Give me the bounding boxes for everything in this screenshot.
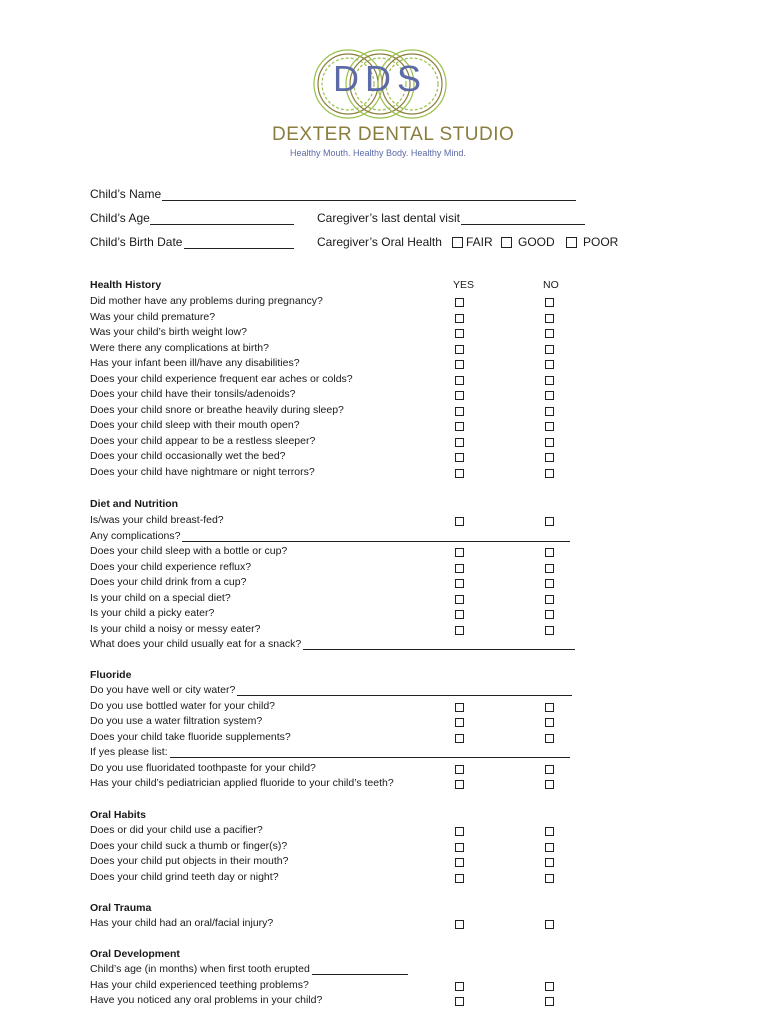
tagline: Healthy Mouth. Healthy Body. Healthy Mind. bbox=[290, 148, 466, 158]
birth-date-label: Child’s Birth Date bbox=[90, 235, 183, 249]
yes-checkbox[interactable] bbox=[455, 858, 464, 867]
no-checkbox[interactable] bbox=[545, 920, 554, 929]
yes-checkbox[interactable] bbox=[455, 843, 464, 852]
question-text: Does your child suck a thumb or finger(s)? bbox=[90, 839, 288, 852]
yes-checkbox[interactable] bbox=[455, 422, 464, 431]
question-text: Do you use fluoridated toothpaste for your child? bbox=[90, 761, 316, 774]
answer-line[interactable] bbox=[170, 757, 570, 758]
no-checkbox[interactable] bbox=[545, 422, 554, 431]
no-checkbox[interactable] bbox=[545, 517, 554, 526]
question-text: Do you use bottled water for your child? bbox=[90, 699, 276, 712]
no-checkbox[interactable] bbox=[545, 376, 554, 385]
no-checkbox[interactable] bbox=[545, 765, 554, 774]
yes-checkbox[interactable] bbox=[455, 329, 464, 338]
question-text: Has your infant been ill/have any disabilities? bbox=[90, 357, 300, 369]
yes-checkbox[interactable] bbox=[455, 703, 464, 712]
no-checkbox[interactable] bbox=[545, 345, 554, 354]
yes-checkbox[interactable] bbox=[455, 360, 464, 369]
no-checkbox[interactable] bbox=[545, 780, 554, 789]
yes-checkbox[interactable] bbox=[455, 734, 464, 743]
no-checkbox[interactable] bbox=[545, 564, 554, 573]
yes-checkbox[interactable] bbox=[455, 376, 464, 385]
question-text: Does your child experience frequent ear aches or colds? bbox=[90, 372, 353, 385]
question-text: Does your child experience reflux? bbox=[90, 560, 252, 573]
yes-checkbox[interactable] bbox=[455, 407, 464, 416]
yes-checkbox[interactable] bbox=[455, 920, 464, 929]
yes-checkbox[interactable] bbox=[455, 718, 464, 727]
question-text: Was your child premature? bbox=[90, 310, 216, 323]
question-text: Do you use a water filtration system? bbox=[90, 715, 263, 727]
no-checkbox[interactable] bbox=[545, 298, 554, 307]
studio-name: DEXTER DENTAL STUDIO bbox=[272, 124, 515, 145]
answer-line[interactable] bbox=[303, 649, 575, 650]
caregiver-visit-label: Caregiver’s last dental visit bbox=[317, 211, 460, 225]
question-text: Have you noticed any oral problems in your child? bbox=[90, 994, 323, 1006]
yes-checkbox[interactable] bbox=[455, 874, 464, 883]
question-text: If yes please list: bbox=[90, 746, 168, 758]
question-text: Were there any complications at birth? bbox=[90, 341, 269, 354]
question-text: Child’s age (in months) when first tooth erupted bbox=[90, 963, 310, 975]
no-checkbox[interactable] bbox=[545, 843, 554, 852]
yes-checkbox[interactable] bbox=[455, 314, 464, 323]
no-checkbox[interactable] bbox=[545, 548, 554, 557]
yes-checkbox[interactable] bbox=[455, 469, 464, 478]
answer-line[interactable] bbox=[312, 974, 408, 975]
no-checkbox[interactable] bbox=[545, 407, 554, 416]
no-checkbox[interactable] bbox=[545, 360, 554, 369]
no-checkbox[interactable] bbox=[545, 997, 554, 1006]
question-text: Does your child have their tonsils/adenoids? bbox=[90, 388, 296, 400]
yes-checkbox[interactable] bbox=[455, 610, 464, 619]
question-text: Is your child a noisy or messy eater? bbox=[90, 622, 261, 635]
yes-checkbox[interactable] bbox=[455, 438, 464, 447]
no-checkbox[interactable] bbox=[545, 703, 554, 712]
no-checkbox[interactable] bbox=[545, 329, 554, 338]
no-checkbox[interactable] bbox=[545, 610, 554, 619]
no-checkbox[interactable] bbox=[545, 734, 554, 743]
no-checkbox[interactable] bbox=[545, 827, 554, 836]
health-history-title: Health History bbox=[90, 279, 162, 291]
oral-development-title: Oral Development bbox=[90, 948, 180, 960]
yes-checkbox[interactable] bbox=[455, 626, 464, 635]
good-label: GOOD bbox=[518, 235, 555, 249]
answer-line[interactable] bbox=[182, 541, 570, 542]
question-text: Does your child appear to be a restless sleeper? bbox=[90, 434, 316, 447]
yes-checkbox[interactable] bbox=[455, 982, 464, 991]
yes-checkbox[interactable] bbox=[455, 564, 464, 573]
no-checkbox[interactable] bbox=[545, 453, 554, 462]
answer-line[interactable] bbox=[237, 695, 572, 696]
poor-label: POOR bbox=[583, 235, 619, 249]
question-text: Has your child’s pediatrician applied fluoride to your child’s teeth? bbox=[90, 777, 394, 789]
yes-checkbox[interactable] bbox=[455, 298, 464, 307]
question-text: Did mother have any problems during pregnancy? bbox=[90, 295, 323, 307]
childs-age-label: Child’s Age bbox=[90, 211, 150, 225]
childs-age-field[interactable] bbox=[150, 224, 294, 225]
question-text: Does your child sleep with their mouth open? bbox=[90, 419, 300, 431]
yes-checkbox[interactable] bbox=[455, 997, 464, 1006]
childs-name-label: Child’s Name bbox=[90, 187, 162, 201]
yes-checkbox[interactable] bbox=[455, 827, 464, 836]
birth-date-field[interactable] bbox=[184, 248, 294, 249]
question-text: Does your child drink from a cup? bbox=[90, 576, 247, 588]
caregiver-visit-field[interactable] bbox=[461, 224, 585, 225]
question-text: Does your child have nightmare or night terrors? bbox=[90, 465, 315, 478]
fair-label: FAIR bbox=[466, 235, 493, 249]
yes-column-header: YES bbox=[453, 279, 475, 291]
oral-health-label: Caregiver’s Oral Health bbox=[317, 235, 442, 249]
fluoride-title: Fluoride bbox=[90, 669, 132, 681]
diet-title: Diet and Nutrition bbox=[90, 498, 179, 510]
question-text: Does your child snore or breathe heavily during sleep? bbox=[90, 403, 344, 416]
question-text: Does your child grind teeth day or night? bbox=[90, 870, 279, 883]
logo bbox=[312, 44, 448, 124]
fair-checkbox[interactable] bbox=[452, 237, 463, 248]
yes-checkbox[interactable] bbox=[455, 579, 464, 588]
poor-checkbox[interactable] bbox=[566, 237, 577, 248]
yes-checkbox[interactable] bbox=[455, 345, 464, 354]
question-text: What does your child usually eat for a snack? bbox=[90, 638, 302, 650]
oral-trauma-title: Oral Trauma bbox=[90, 902, 152, 914]
yes-checkbox[interactable] bbox=[455, 517, 464, 526]
question-text: Was your child’s birth weight low? bbox=[90, 326, 247, 338]
no-checkbox[interactable] bbox=[545, 469, 554, 478]
question-text: Do you have well or city water? bbox=[90, 684, 236, 696]
yes-checkbox[interactable] bbox=[455, 780, 464, 789]
oral-habits-title: Oral Habits bbox=[90, 809, 147, 821]
question-text: Does your child sleep with a bottle or cup? bbox=[90, 545, 288, 557]
no-checkbox[interactable] bbox=[545, 718, 554, 727]
no-checkbox[interactable] bbox=[545, 314, 554, 323]
no-column-header: NO bbox=[543, 279, 559, 291]
good-checkbox[interactable] bbox=[501, 237, 512, 248]
no-checkbox[interactable] bbox=[545, 579, 554, 588]
question-text: Is your child a picky eater? bbox=[90, 607, 215, 619]
question-text: Any complications? bbox=[90, 529, 181, 542]
question-text: Is your child on a special diet? bbox=[90, 591, 231, 604]
question-text: Does your child take fluoride supplements? bbox=[90, 730, 291, 743]
question-text: Has your child had an oral/facial injury? bbox=[90, 917, 274, 929]
question-text: Is/was your child breast-fed? bbox=[90, 514, 224, 526]
no-checkbox[interactable] bbox=[545, 391, 554, 400]
question-text: Does your child occasionally wet the bed? bbox=[90, 450, 286, 462]
no-checkbox[interactable] bbox=[545, 626, 554, 635]
yes-checkbox[interactable] bbox=[455, 453, 464, 462]
yes-checkbox[interactable] bbox=[455, 548, 464, 557]
no-checkbox[interactable] bbox=[545, 874, 554, 883]
logo-letters: DDS bbox=[332, 58, 427, 99]
question-text: Does your child put objects in their mouth? bbox=[90, 855, 289, 867]
yes-checkbox[interactable] bbox=[455, 765, 464, 774]
yes-checkbox[interactable] bbox=[455, 391, 464, 400]
no-checkbox[interactable] bbox=[545, 595, 554, 604]
question-text: Does or did your child use a pacifier? bbox=[90, 824, 263, 836]
no-checkbox[interactable] bbox=[545, 982, 554, 991]
no-checkbox[interactable] bbox=[545, 438, 554, 447]
question-text: Has your child experienced teething problems? bbox=[90, 978, 309, 991]
yes-checkbox[interactable] bbox=[455, 595, 464, 604]
childs-name-field[interactable] bbox=[162, 200, 576, 201]
no-checkbox[interactable] bbox=[545, 858, 554, 867]
